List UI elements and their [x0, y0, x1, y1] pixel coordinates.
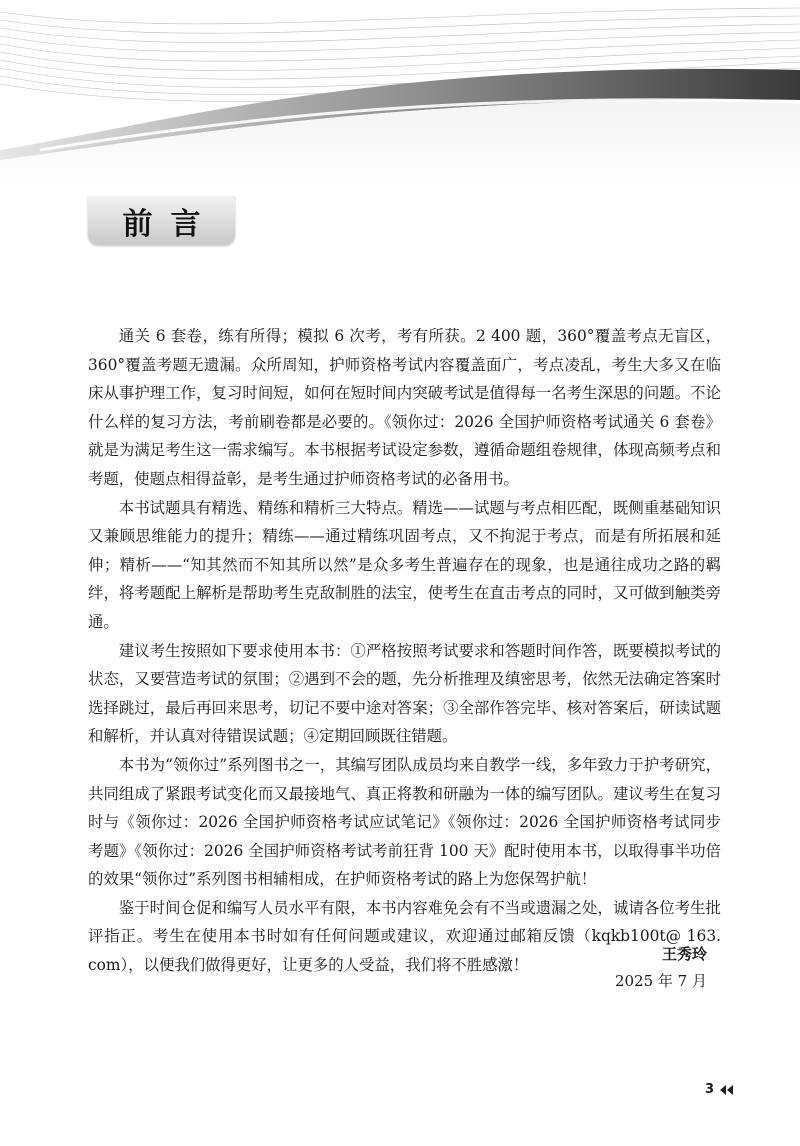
- page-number: 3: [705, 1082, 715, 1097]
- paragraph-5: 鉴于时间仓促和编写人员水平有限，本书内容难免会有不当或遗漏之处，诚请各位考生批评指正。考生在使用本书时如有任何问题或建议，欢迎通过邮箱反馈（kqkb100t@ 163. com），以便我们做得更好，让更多的人受益，我们将不胜感激！: [88, 898, 721, 975]
- author-signature: 王秀玲: [661, 945, 707, 963]
- publish-date: 2025 年 7 月: [614, 972, 707, 990]
- paragraph-4: 本书为“领你过”系列图书之一，其编写团队成员均来自教学一线，多年致力于护考研究，共同组成了紧跟考试变化而又最接地气、真正将教和研融为一体的编写团队。建议考生在复习时与《领你过：2026 全国护师资格考试应试笔记》《领你过：2026 全国护师资格考试同步考题》《领你过：2026 全国护师资格考试考前狂背 100 天》配时使用本书，以取得事半功倍的效果“领你过”系列图书相辅相成，在护师资格考试的路上为您保驾护航！: [88, 755, 721, 889]
- preface-heading-box: [88, 196, 235, 245]
- decorative-wave-header: [0, 0, 800, 190]
- page-title: 前言: [122, 206, 219, 242]
- paragraph-3: 建议考生按照如下要求使用本书：①严格按照考试要求和答题时间作答，既要模拟考试的状态，又要营造考试的氛围；②遇到不会的题，先分析推理及缜密思考，依然无法确定答案时选择跳过，最后再回来思考，切记不要中途对答案；③全部作答完毕、核对答案后，研读试题和解析，并认真对待错误试题；④定期回顾既往错题。: [88, 641, 721, 746]
- paragraph-2: 本书试题具有精选、精练和精析三大特点。精选——试题与考点相匹配，既侧重基础知识又兼顾思维能力的提升；精练——通过精练巩固考点，又不拘泥于考点，而是有所拓展和延伸；精析——“知其然而不知其所以然”是众多考生普遍存在的现象，也是通往成功之路的羁绊，将考题配上解析是帮助考生克敌制胜的法宝，使考生在直击考点的同时，又可做到触类旁通。: [88, 498, 721, 631]
- paragraph-1: 通关 6 套卷，练有所得；模拟 6 次考，考有所获。2 400 题，360°覆盖考点无盲区，360°覆盖考题无遗漏。众所周知，护师资格考试内容覆盖面广，考点凌乱，考生大多又在临床从事护理工作，复习时间短，如何在短时间内突破考试是值得每一名考生深思的问题。不论什么样的复习方法，考前刷卷都是必要的。《领你过：2026 全国护师资格考试通关 6 套卷》就是为满足考生这一需求编写。本书根据考试设定参数，遵循命题组卷规律，体现高频考点和考题，使题点相得益彰，是考生通过护师资格考试的必备用书。: [88, 327, 721, 488]
- double-chevron-left-icon: [718, 1084, 736, 1096]
- preface-body: [88, 322, 721, 980]
